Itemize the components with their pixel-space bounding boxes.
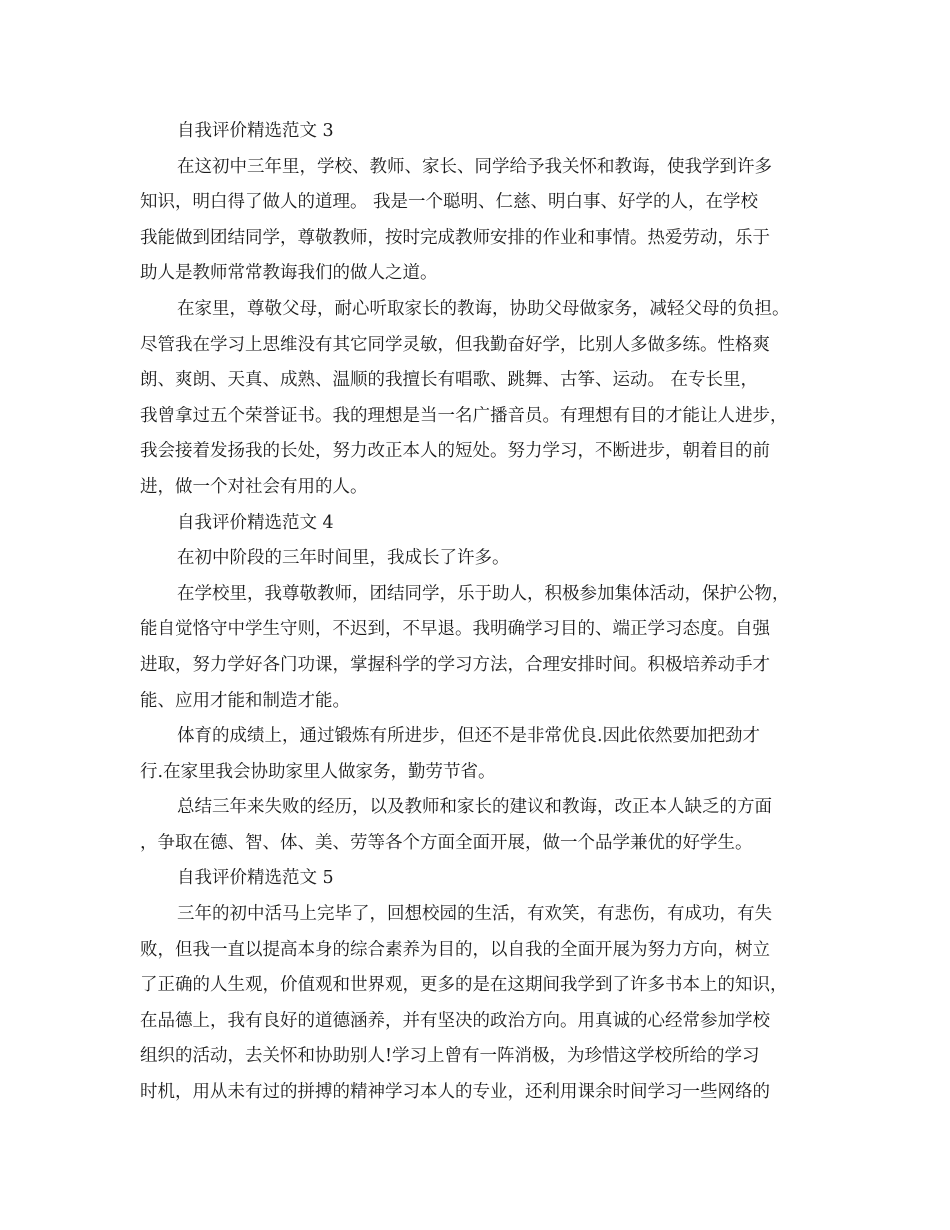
section-heading: 自我评价精选范文 3 [177, 121, 334, 141]
text-line: 我会接着发扬我的长处，努力改正本人的短处。努力学习，不断进步，朝着目的前 [140, 441, 770, 462]
text-line: 在品德上，我有良好的道德涵养，并有坚决的政治方向。用真诚的心经常参加学校 [140, 1010, 770, 1031]
text-line: 知识，明白得了做人的道理。 我是一个聪明、仁慈、明白事、好学的人，在学校 [140, 192, 759, 213]
text-line: 朗、爽朗、天真、成熟、温顺的我擅长有唱歌、跳舞、古筝、运动。 在专长里， [140, 370, 759, 391]
text-line: 能、应用才能和制造才能。 [140, 690, 350, 711]
text-line: 总结三年来失败的经历，以及教师和家长的建议和教诲，改正本人缺乏的方面 [177, 797, 772, 818]
text-line: ，争取在德、智、体、美、劳等各个方面全面开展，做一个品学兼优的好学生。 [140, 832, 753, 853]
text-line: 组织的活动，去关怀和协助别人!学习上曾有一阵消极，为珍惜这学校所给的学习 [140, 1046, 760, 1067]
text-line: 在初中阶段的三年时间里，我成长了许多。 [177, 548, 510, 569]
text-line: 助人是教师常常教诲我们的做人之道。 [140, 263, 438, 284]
text-line: 三年的初中活马上完毕了，回想校园的生活，有欢笑，有悲伤，有成功，有失 [177, 904, 772, 925]
text-line: 尽管我在学习上思维没有其它同学灵敏，但我勤奋好学，比别人多做多练。性格爽 [140, 334, 770, 355]
document-body [140, 114, 820, 1111]
text-line: 能自觉恪守中学生守则，不迟到，不早退。我明确学习目的、端正学习态度。自强 [140, 619, 770, 640]
text-line: 在这初中三年里，学校、教师、家长、同学给予我关怀和教诲，使我学到许多 [177, 156, 772, 177]
text-line: 在学校里，我尊敬教师，团结同学，乐于助人，积极参加集体活动，保护公物， [177, 583, 790, 604]
text-line: 我曾拿过五个荣誉证书。我的理想是当一名广播音员。有理想有目的才能让人进步， [140, 405, 788, 426]
text-line: 在家里，尊敬父母，耐心听取家长的教诲，协助父母做家务，减轻父母的负担。 [177, 298, 790, 319]
text-line: 了正确的人生观，价值观和世界观，更多的是在这期间我学到了许多书本上的知识， [140, 975, 788, 996]
text-line: 进，做一个对社会有用的人。 [140, 476, 368, 497]
text-line: 行.在家里我会协助家里人做家务，勤劳节省。 [140, 761, 496, 782]
text-line: 体育的成绩上，通过锻炼有所进步，但还不是非常优良.因此依然要加把劲才 [177, 726, 761, 747]
text-line: 败，但我一直以提高本身的综合素养为目的，以自我的全面开展为努力方向，树立 [140, 939, 770, 960]
section-heading: 自我评价精选范文 5 [177, 868, 334, 889]
text-line: 我能做到团结同学，尊敬教师，按时完成教师安排的作业和事情。热爱劳动，乐于 [140, 227, 770, 248]
text-line: 时机，用从未有过的拼搏的精神学习本人的专业，还利用课余时间学习一些网络的 [140, 1082, 770, 1103]
text-line: 进取，努力学好各门功课，掌握科学的学习方法，合理安排时间。积极培养动手才 [140, 654, 770, 675]
section-heading: 自我评价精选范文 4 [177, 512, 334, 533]
